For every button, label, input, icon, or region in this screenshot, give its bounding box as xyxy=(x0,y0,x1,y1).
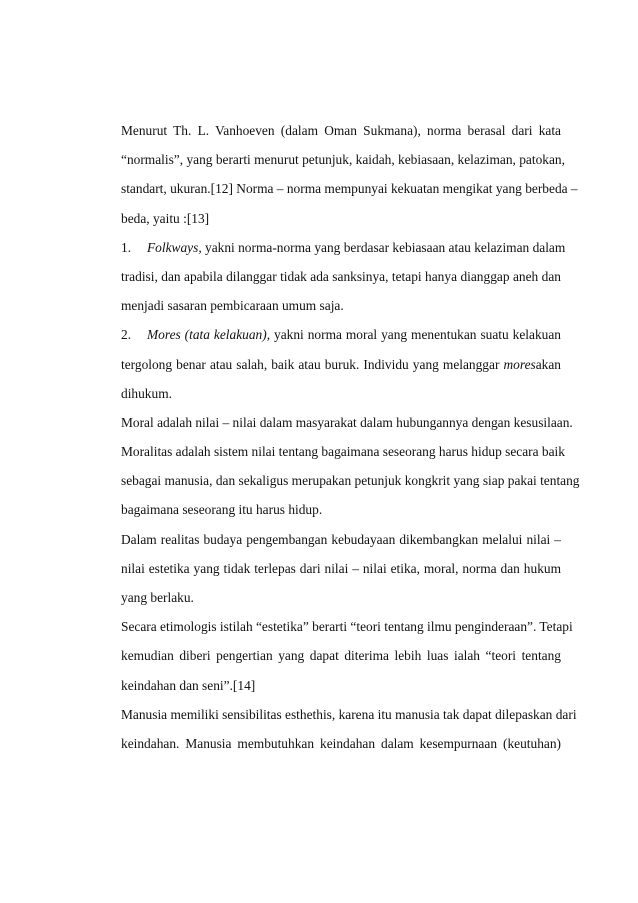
text-line: dihukum. xyxy=(121,385,172,401)
text-line: Dalam realitas budaya pengembangan kebudayaan dikembangkan melalui nilai – xyxy=(121,531,561,547)
text-line: nilai estetika yang tidak terlepas dari nilai – nilai etika, moral, norma dan hukum xyxy=(121,560,561,576)
list-item-text: yakni norma moral yang menentukan suatu kelakuan xyxy=(270,327,561,343)
text-line: Menurut Th. L. Vanhoeven (dalam Oman Sukmana), norma berasal dari kata xyxy=(121,123,561,138)
text-line: keindahan. Manusia membutuhkan keindahan dalam kesempurnaan (keutuhan) xyxy=(121,735,561,751)
text-line: bagaimana seseorang itu harus hidup. xyxy=(121,502,323,518)
list-number: 1. xyxy=(121,239,132,255)
text-line: yang berlaku. xyxy=(121,590,194,605)
text-segment: tergolong benar atau salah, baik atau buruk. Individu yang melanggar xyxy=(121,356,504,372)
text-line: Manusia memiliki sensibilitas esthethis, karena itu manusia tak dapat dilepaskan dari xyxy=(121,706,577,722)
body-text xyxy=(121,116,580,758)
list-term: Folkways, xyxy=(147,239,202,255)
text-line: standart, ukuran.[12] Norma – norma mempunyai kekuatan mengikat yang berbeda – xyxy=(121,181,578,197)
text-line: Secara etimologis istilah “estetika” berarti “teori tentang ilmu penginderaan”. Tetapi xyxy=(121,619,573,635)
list-number: 2. xyxy=(121,327,132,343)
italic-term: mores xyxy=(503,356,536,372)
text-line xyxy=(121,350,561,379)
text-segment: akan xyxy=(535,356,561,372)
list-item-folkways xyxy=(121,233,566,262)
list-term: Mores (tata kelakuan), xyxy=(147,327,271,343)
text-line: Moral adalah nilai – nilai dalam masyarakat dalam hubungannya dengan kesusilaan. xyxy=(121,414,573,430)
text-line: menjadi sasaran pembicaraan umum saja. xyxy=(121,298,344,314)
text-line: Moralitas adalah sistem nilai tentang bagaimana seseorang harus hidup secara baik xyxy=(121,444,565,460)
text-line: beda, yaitu :[13] xyxy=(121,210,210,226)
text-line: “normalis”, yang berarti menurut petunjuk, kaidah, kebiasaan, kelaziman, patokan, xyxy=(121,152,565,168)
text-line: keindahan dan seni”.[14] xyxy=(121,677,256,693)
text-line: tradisi, dan apabila dilanggar tidak ada sanksinya, tetapi hanya dianggap aneh dan xyxy=(121,268,561,284)
text-line: kemudian diberi pengertian yang dapat diterima lebih luas ialah “teori tentang xyxy=(121,648,561,664)
list-item-mores xyxy=(121,320,561,349)
text-line: sebagai manusia, dan sekaligus merupakan petunjuk kongkrit yang siap pakai tentang xyxy=(121,473,580,489)
list-item-text: yakni norma-norma yang berdasar kebiasaan atau kelaziman dalam xyxy=(201,239,566,255)
